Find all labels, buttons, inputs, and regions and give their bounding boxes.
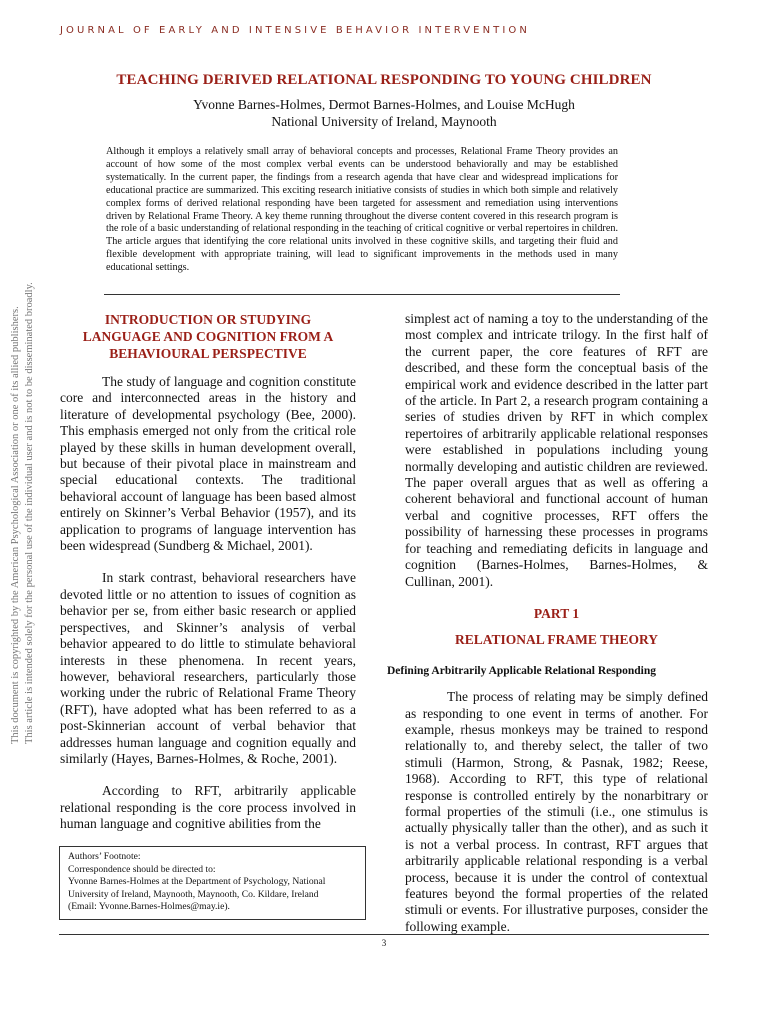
left-column bbox=[60, 311, 356, 849]
journal-header: JOURNAL OF EARLY AND INTENSIVE BEHAVIOR INTERVENTION bbox=[60, 25, 530, 36]
footnote-line: Yvonne Barnes-Holmes at the Department of Psychology, National bbox=[68, 876, 326, 888]
author-block bbox=[0, 96, 768, 130]
subsection-heading: Defining Arbitrarily Applicable Relational Responding bbox=[387, 664, 656, 677]
affiliation: National University of Ireland, Maynooth bbox=[271, 114, 497, 129]
page-number: 3 bbox=[381, 938, 387, 948]
footnote-email: (Email: Yvonne.Barnes-Holmes@may.ie). bbox=[68, 901, 230, 913]
paragraph: The study of language and cognition constitute core and interconnected areas in the history and literature of developmental psychology (Bee, 2000). This emphasis emerged not only from the critical role played by these skills in human development overall, but because of their pivotal place in mainstream and special educational contexts. The traditional behavioral account of language has been based almost entirely on Skinner’s Verbal Behavior (1957), and its application to programs of language intervention has been widespread (Sundberg & Michael, 2001). bbox=[60, 374, 356, 554]
abstract: Although it employs a relatively small array of behavioral concepts and processes, Relational Frame Theory provides an account of how some of the most complex verbal events can be understood behaviorally and may be established systematically. In the current paper, the findings from a research agenda that have clear and widespread implications for educational practice are summarized. This exciting research initiative consists of studies in which both simple and relatively complex forms of derived relational responding have been targeted for assessment and remediation using interventions driven by Relational Frame Theory. A key theme running throughout the diverse content covered in this research program is the role of a basic understanding of relational responding in the teaching of critical cognitive or verbal repertoires in children. The article argues that identifying the core relational units involved in these cognitive skills, and targeting their fluid and flexible development with appropriate training, will lead to significant improvements in the methods used in many educational settings. bbox=[106, 146, 618, 274]
page-footer-divider bbox=[59, 934, 709, 935]
copyright-notice-line-1: This document is copyrighted by the American Psychological Association or one of its allied publishers. bbox=[10, 306, 21, 744]
section-heading-introduction: INTRODUCTION OR STUDYING LANGUAGE AND COGNITION FROM A BEHAVIOURAL PERSPECTIVE bbox=[82, 312, 334, 361]
paragraph: The process of relating may be simply defined as responding to one event in terms of another. For example, rhesus monkeys may be trained to respond relationally to, and thereby select, the taller of two stimuli (Harmon, Strong, & Pasnak, 1982; Reese, 1968). According to RFT, this type of relational response is controlled entirely by the nonarbitrary or formal properties of the stimuli (i.e., one stimulus is actually physically taller than the other), and as such it is not a verbal process. In contrast, RFT argues that arbitrarily applicable relational responding is a verbal process, because it is under the control of contextual features beyond the formal properties of the related stimuli or events. For illustrative purposes, consider the following example. bbox=[405, 689, 708, 934]
copyright-notice-line-2: This article is intended solely for the personal use of the individual user and is not to be disseminated broadly. bbox=[24, 282, 35, 744]
footnote-label: Authors’ Footnote: bbox=[68, 851, 141, 862]
authors: Yvonne Barnes-Holmes, Dermot Barnes-Holmes, and Louise McHugh bbox=[193, 97, 575, 112]
part-label: PART 1 bbox=[533, 605, 580, 621]
article-title: TEACHING DERIVED RELATIONAL RESPONDING TO YOUNG CHILDREN bbox=[116, 72, 652, 88]
paragraph: According to RFT, arbitrarily applicable relational responding is the core process involved in human language and cognitive abilities from the bbox=[60, 783, 356, 832]
footnote-line: University of Ireland, Maynooth, Maynooth, Co. Kildare, Ireland bbox=[68, 888, 319, 900]
copyright-side-notice bbox=[9, 284, 49, 744]
paragraph: In stark contrast, behavioral researchers have devoted little or no attention to issues of cognition as behavior per se, from either basic research or applied perspectives, and Skinner’s analysis of verbal behavior appeared to do little to stimulate behavioral interests in these phenomena. In recent years, however, behavioral researchers, particularly those working under the rubric of Relational Frame Theory (RFT), have adopted what has been referred to as a post-Skinnerian account of verbal behavior that addresses human language and cognition equally and similarly (Hayes, Barnes-Holmes, & Roche, 2001). bbox=[60, 570, 356, 766]
paragraph: simplest act of naming a toy to the understanding of the most complex and intricate trilogy. In the first half of the current paper, the core features of RFT are described, and these form the conceptual basis of the empirical work and evidence described in the latter part of the article. In Part 2, a research program containing a series of studies driven by RFT in which complex repertoires of arbitrarily applicable relational responses were established in populations including young normally developing and autistic children are reviewed. The paper overall argues that as well as offering a coherent behavioral and functional account of human verbal and cognitive processes, RFT offers the possibility of harnessing these processes in programs for teaching and remediating deficits in language and cognition (Barnes-Holmes, Barnes-Holmes, & Cullinan, 2001). bbox=[405, 311, 708, 589]
abstract-divider bbox=[104, 294, 620, 295]
right-column bbox=[387, 311, 708, 951]
authors-footnote bbox=[59, 846, 366, 920]
section-heading-rft: RELATIONAL FRAME THEORY bbox=[454, 632, 659, 648]
footnote-line: Correspondence should be directed to: bbox=[68, 863, 216, 875]
